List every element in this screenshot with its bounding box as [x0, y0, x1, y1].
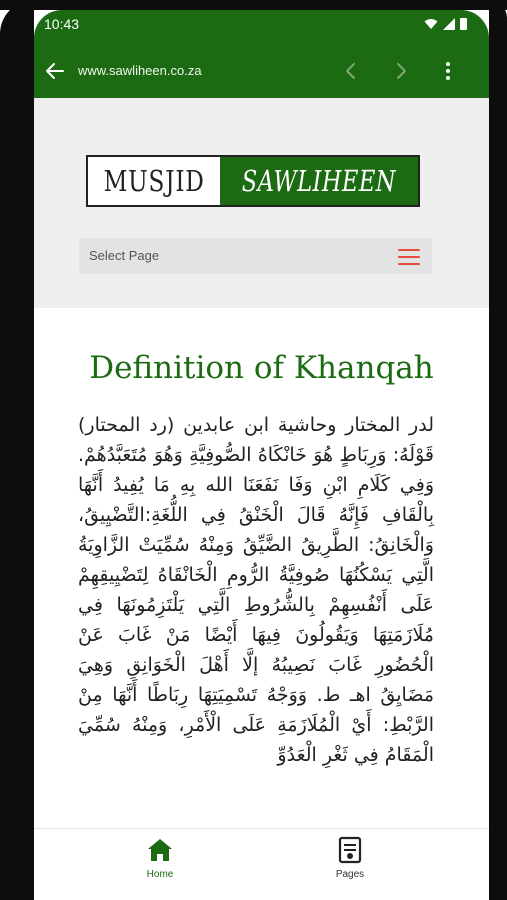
phone-bezel-left — [0, 0, 34, 900]
nav-home-label: Home — [146, 869, 174, 880]
wifi-icon — [424, 18, 438, 30]
nav-pages-label: Pages — [335, 869, 365, 880]
select-page-dropdown[interactable] — [79, 238, 432, 274]
logo-text-right: SAWLIHEEN — [242, 164, 397, 198]
screen — [34, 10, 489, 900]
pages-icon — [338, 836, 362, 864]
status-icons — [424, 18, 467, 30]
site-header — [34, 98, 489, 308]
nav-home[interactable] — [120, 835, 200, 880]
more-vert-icon[interactable] — [440, 60, 456, 82]
signal-icon — [443, 18, 455, 30]
status-bar — [34, 10, 489, 44]
phone-bezel — [0, 0, 507, 10]
status-time: 10:43 — [44, 16, 80, 32]
phone-bezel-right — [489, 0, 507, 900]
logo-text-right-block — [220, 157, 418, 205]
article-content — [34, 308, 489, 828]
nav-pages[interactable] — [310, 835, 390, 880]
browser-toolbar — [34, 44, 489, 98]
battery-icon — [460, 18, 467, 30]
home-icon — [147, 837, 173, 863]
chevron-left-icon[interactable] — [340, 60, 362, 82]
chevron-right-icon[interactable] — [390, 60, 412, 82]
logo-text-left: MUSJID — [103, 164, 205, 198]
url-bar[interactable]: www.sawliheen.co.za — [78, 63, 202, 78]
hamburger-icon[interactable] — [398, 249, 420, 265]
select-page-label: Select Page — [89, 248, 160, 263]
arabic-body-text: لدر المختار وحاشية ابن عابدين (رد المحتار) قَوْلَهُ: وَرِبَاطٍ هُوَ خَانْكَاهُ الصُّوفِيَّةِ وَهُوَ مُتَعَبَّدُهُمْ. وَفِي كَلَامِ ابْنِ وَفَا نَفَعَنَا الله بِهِ مَا يُفِيدُ أَنَّهَا بِالْقَافِ فَإِنَّهُ قَالَ الْخَنْقُ فِي اللُّغَةِ:التَّضْيِيقُ، وَالْخَانِقُ: الطَّرِيقُ الضَّيِّقُ وَمِنْهُ سُمِّيَتْ الزَّاوِيَةُ الَّتِي يَسْكُنُهَا صُوفِيَّةُ الرُّومِ الْخَانْقَاهُ لِتَضْيِيقِهِمْ عَلَى أَنْفُسِهِمْ بِالشُّرُوطِ الَّتِي يَلْتَزِمُونَهَا فِي مُلَازَمَتِهَا وَيَقُولُونَ فِيهَا أَيْضًا مَنْ غَابَ عَنْ الْحُضُورِ غَابَ نَصِيبُهُ إلَّا أَهْلَ الْخَوَانِقِ وَهِيَ مَضَايِقُ اهـ ط. وَوَجْهُ تَسْمِيَتِهَا رِبَاطًا أَنَّهَا مِنْ الرَّبْطِ: أَيْ الْمُلَازَمَةِ عَلَى الْأَمْرِ، وَمِنْهُ سُمِّيَ الْمَقَامُ فِي ثَغْرِ الْعَدُوِّ — [78, 414, 434, 766]
site-logo[interactable] — [86, 155, 420, 207]
bottom-nav — [34, 828, 489, 900]
back-arrow-icon[interactable] — [44, 60, 66, 82]
page-title: Definition of Khanqah — [89, 350, 434, 386]
